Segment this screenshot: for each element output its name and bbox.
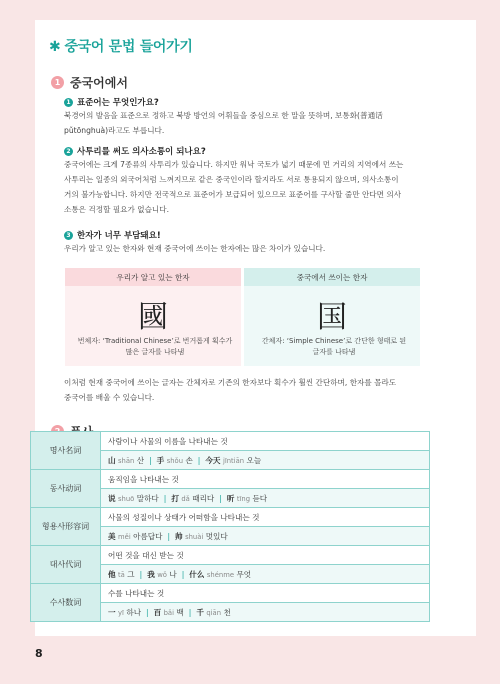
traditional-header: 우리가 알고 있는 한자 (65, 268, 241, 286)
pos-label: 수사数词 (31, 584, 101, 622)
example-korean: 산 (136, 455, 145, 465)
example-word (108, 532, 162, 541)
example-pinyin: wǒ (157, 570, 167, 579)
caption-line: 글자를 나타냄 (312, 348, 356, 356)
example-word (227, 494, 267, 503)
subsection-2-heading (64, 145, 206, 157)
example-pinyin: bǎi (163, 608, 174, 617)
traditional-column (65, 268, 241, 366)
example-hanzi: 今天 (205, 455, 221, 465)
parts-of-speech-table (30, 431, 430, 622)
pos-description: 사람이나 사물의 이름을 나타내는 것 (101, 432, 430, 451)
example-word (189, 570, 251, 579)
pos-examples (101, 489, 430, 508)
hanzi-comparison (65, 268, 417, 366)
example-hanzi: 帅 (175, 531, 183, 541)
section-number-badge: 1 (51, 76, 64, 89)
page-title-text: 중국어 문법 들어가기 (64, 39, 193, 55)
example-korean: 말하다 (136, 493, 159, 503)
pos-label: 명사名词 (31, 432, 101, 470)
example-pinyin: jīntiān (222, 456, 245, 465)
subsection-3-text (64, 241, 466, 256)
subsection-number-badge: 2 (64, 147, 73, 156)
text-line: 거의 불가능합니다. 하지만 전국적으로 표준어가 보급되어 있으므로 표준어를 구사할 줄만 안다면 의사 (64, 190, 402, 199)
example-word (157, 456, 193, 465)
example-word (108, 456, 144, 465)
example-korean: 나 (169, 569, 177, 579)
example-pinyin: tīng (236, 494, 251, 503)
subsection-1-title: 표준어는 무엇인가요? (77, 98, 159, 108)
example-word (171, 494, 214, 503)
example-word (108, 608, 141, 617)
example-word (205, 456, 261, 465)
example-korean: 아름답다 (133, 531, 163, 541)
example-word (108, 494, 159, 503)
example-pinyin: yī (118, 608, 124, 617)
text-line: pǔtōnghuà)라고도 부릅니다. (64, 126, 165, 135)
closing-text (64, 375, 466, 405)
example-pinyin: shān (118, 456, 135, 465)
caption-line: 간체자: ‘Simple Chinese’로 간단한 형태로 된 (261, 337, 407, 345)
example-korean: 무엇 (236, 569, 252, 579)
pos-description: 사물의 성질이나 상태가 어떠함을 나타내는 것 (101, 508, 430, 527)
example-word (147, 570, 177, 579)
separator: | (219, 493, 222, 503)
traditional-body (65, 286, 241, 366)
section-1-title: 중국어에서 (70, 76, 128, 90)
example-pinyin: měi (118, 532, 131, 541)
section-1-heading (51, 74, 128, 91)
example-pinyin: shuài (185, 532, 204, 541)
asterisk-icon: ✱ (49, 39, 61, 55)
pos-examples (101, 603, 430, 622)
subsection-number-badge: 1 (64, 98, 73, 107)
example-korean: 손 (185, 455, 193, 465)
subsection-number-badge: 3 (64, 231, 73, 240)
page-number: 8 (35, 647, 43, 660)
example-korean: 오늘 (246, 455, 262, 465)
example-hanzi: 他 (108, 569, 116, 579)
table-row (31, 470, 430, 489)
subsection-1-heading (64, 96, 159, 108)
traditional-caption (75, 336, 235, 358)
example-word (196, 608, 230, 617)
example-pinyin: shuō (118, 494, 135, 503)
example-pinyin: dǎ (181, 494, 190, 503)
caption-line: 많은 글자를 나타냄 (125, 348, 185, 356)
simplified-caption (254, 336, 414, 358)
text-line: 우리가 알고 있는 한자와 현재 중국어에 쓰이는 한자에는 많은 차이가 있습니다. (64, 244, 326, 253)
example-pinyin: tā (118, 570, 125, 579)
example-korean: 하나 (126, 607, 142, 617)
example-hanzi: 一 (108, 607, 116, 617)
text-line: 소통은 걱정할 필요가 없습니다. (64, 205, 170, 214)
separator: | (139, 569, 143, 579)
subsection-2-title: 사투리를 써도 의사소통이 되나요? (77, 147, 206, 157)
pos-description: 어떤 것을 대신 받는 것 (101, 546, 430, 565)
separator: | (146, 607, 149, 617)
text-line: 북경어의 발음을 표준으로 정하고 북방 방언의 어휘들을 중심으로 한 말을 뜻하며, 보통화(普通话 (64, 111, 383, 120)
example-pinyin: shénme (206, 570, 235, 579)
example-korean: 듣다 (252, 493, 268, 503)
example-hanzi: 听 (226, 493, 235, 503)
example-korean: 그 (127, 569, 135, 579)
simplified-column (244, 268, 420, 366)
example-hanzi: 美 (108, 531, 116, 541)
simplified-header: 중국에서 쓰이는 한자 (244, 268, 420, 286)
pos-description: 수를 나타내는 것 (101, 584, 430, 603)
example-hanzi: 山 (108, 455, 116, 465)
separator: | (181, 569, 185, 579)
caption-line: 번체자: ‘Traditional Chinese’로 번거롭게 획수가 (77, 337, 233, 345)
example-hanzi: 手 (156, 455, 165, 465)
page-title (49, 36, 193, 56)
pos-description: 움직임을 나타내는 것 (101, 470, 430, 489)
table-row (31, 584, 430, 603)
table-row (31, 508, 430, 527)
pos-examples (101, 451, 430, 470)
example-hanzi: 我 (147, 569, 155, 579)
pos-examples (101, 527, 430, 546)
separator: | (163, 493, 167, 503)
example-hanzi: 什么 (189, 569, 205, 579)
simplified-body (244, 286, 420, 366)
table-row (31, 546, 430, 565)
separator: | (167, 531, 171, 541)
example-word (154, 608, 184, 617)
text-line: 중국어를 배울 수 있습니다. (64, 393, 155, 402)
example-korean: 때리다 (192, 493, 215, 503)
example-word (108, 570, 135, 579)
subsection-3-heading (64, 229, 161, 241)
pos-label: 형용사形容词 (31, 508, 101, 546)
example-korean: 백 (176, 607, 184, 617)
example-word (175, 532, 228, 541)
pos-examples (101, 565, 430, 584)
example-hanzi: 千 (196, 607, 204, 617)
text-line: 사투리는 일종의 외국어처럼 느껴지므로 같은 중국인이라 할지라도 서로 통용되지 않으며, 의사소통이 (64, 175, 399, 184)
separator: | (188, 607, 192, 617)
example-korean: 멋있다 (205, 531, 228, 541)
simplified-character: 国 (317, 300, 347, 335)
traditional-character: 國 (138, 300, 168, 335)
separator: | (197, 455, 201, 465)
example-pinyin: shǒu (166, 456, 184, 465)
text-line: 중국어에는 크게 7종류의 사투리가 있습니다. 하지만 워낙 국토가 넓기 때문에 먼 거리의 지역에서 쓰는 (64, 160, 404, 169)
example-hanzi: 百 (153, 607, 162, 617)
example-hanzi: 打 (171, 493, 179, 503)
text-line: 이처럼 현재 중국어에 쓰이는 글자는 간체자로 기존의 한자보다 획수가 훨씬 간단하며, 한자를 몰라도 (64, 378, 397, 387)
pos-label: 동사动词 (31, 470, 101, 508)
pos-label: 대사代词 (31, 546, 101, 584)
table-row (31, 432, 430, 451)
example-pinyin: qiān (206, 608, 222, 617)
subsection-1-text (64, 108, 466, 138)
separator: | (149, 455, 152, 465)
subsection-3-title: 한자가 너무 부담돼요! (77, 231, 161, 241)
example-korean: 천 (223, 607, 231, 617)
subsection-2-text (64, 157, 466, 217)
example-hanzi: 说 (108, 493, 116, 503)
